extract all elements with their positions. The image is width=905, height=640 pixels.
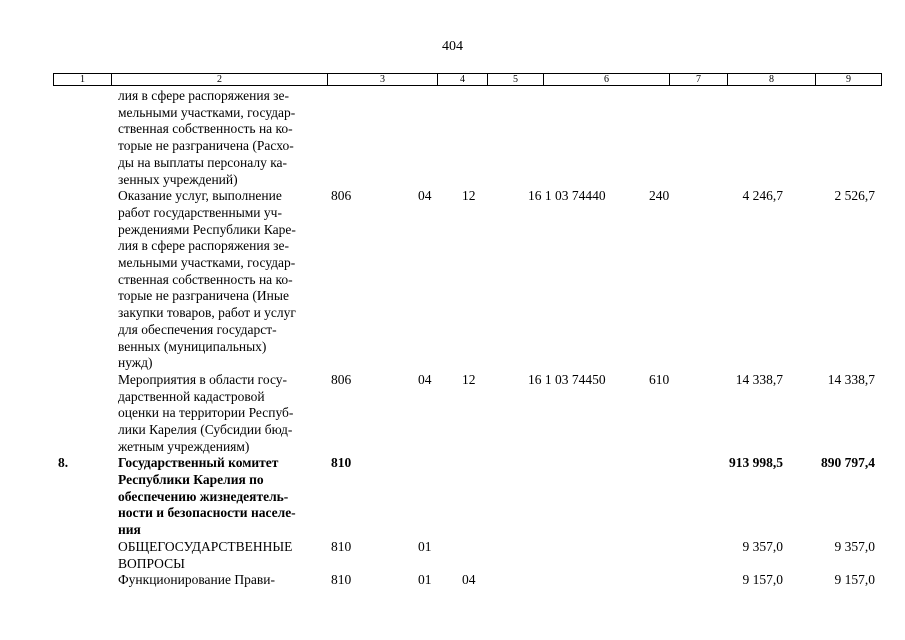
table-row bbox=[0, 455, 905, 539]
table-row bbox=[0, 539, 905, 572]
amount-col-9: 9 157,0 bbox=[834, 572, 875, 588]
header-col-3: 3 bbox=[328, 74, 438, 86]
row-name-line: лики Карелия (Субсидии бюд- bbox=[118, 421, 293, 437]
table-row bbox=[0, 88, 905, 188]
row-name-line: Оказание услуг, выполнение bbox=[118, 188, 282, 204]
row-name-line: Функционирование Прави- bbox=[118, 572, 275, 588]
row-name-line: Мероприятия в области госу- bbox=[118, 371, 288, 387]
section-code: 01 bbox=[418, 572, 432, 588]
ministry-code: 806 bbox=[331, 188, 352, 204]
header-col-9: 9 bbox=[816, 74, 882, 86]
row-name-line: ности и безопасности населе- bbox=[118, 505, 296, 521]
table-row bbox=[0, 572, 905, 589]
header-col-2: 2 bbox=[112, 74, 328, 86]
header-col-6: 6 bbox=[544, 74, 670, 86]
row-name-line: реждениями Республики Каре- bbox=[118, 221, 296, 237]
row-name-line: мельными участками, государ- bbox=[118, 104, 296, 120]
row-name-line: ВОПРОСЫ bbox=[118, 555, 185, 571]
amount-col-9: 14 338,7 bbox=[827, 371, 875, 387]
amount-col-9: 2 526,7 bbox=[834, 188, 875, 204]
subsection-code: 12 bbox=[462, 371, 476, 387]
row-name-line: ственная собственность на ко- bbox=[118, 271, 293, 287]
row-name-line: Государственный комитет bbox=[118, 455, 279, 471]
amount-col-8: 9 357,0 bbox=[742, 538, 783, 554]
row-name bbox=[118, 539, 328, 572]
ministry-code: 806 bbox=[331, 371, 352, 387]
section-code: 01 bbox=[418, 538, 432, 554]
table-row bbox=[0, 188, 905, 372]
amount-col-9: 9 357,0 bbox=[834, 538, 875, 554]
row-name-line: жетным учреждениям) bbox=[118, 438, 250, 454]
target-article-code: 16 1 03 74440 bbox=[528, 188, 606, 204]
row-name bbox=[118, 572, 328, 589]
row-name-line: ния bbox=[118, 522, 141, 538]
section-code: 04 bbox=[418, 371, 432, 387]
row-name-line: мельными участками, государ- bbox=[118, 255, 296, 270]
expense-type-code: 240 bbox=[649, 188, 670, 204]
header-col-7: 7 bbox=[670, 74, 728, 86]
ministry-code: 810 bbox=[331, 538, 352, 554]
row-name-line: ды на выплаты персоналу ка- bbox=[118, 154, 288, 170]
row-name-line: торые не разграничена (Иные bbox=[118, 288, 289, 304]
row-name-line: ственная собственность на ко- bbox=[118, 121, 293, 137]
section-code: 04 bbox=[418, 188, 432, 204]
row-name-line: ОБЩЕГОСУДАРСТВЕННЫЕ bbox=[118, 538, 293, 554]
header-col-5: 5 bbox=[488, 74, 544, 86]
amount-col-8: 14 338,7 bbox=[735, 371, 783, 387]
expense-type-code: 610 bbox=[649, 371, 670, 387]
amount-col-8: 4 246,7 bbox=[742, 188, 783, 204]
header-col-8: 8 bbox=[728, 74, 816, 86]
row-name bbox=[118, 88, 328, 188]
ministry-code: 810 bbox=[331, 455, 352, 471]
target-article-code: 16 1 03 74450 bbox=[528, 371, 606, 387]
row-number: 8. bbox=[58, 455, 69, 471]
column-number-header bbox=[53, 73, 882, 86]
row-name-line: дарственной кадастровой bbox=[118, 388, 265, 404]
row-name-line: закупки товаров, работ и услуг bbox=[118, 305, 296, 321]
row-name-line: нужд) bbox=[118, 355, 153, 371]
row-name-line: обеспечению жизнедеятель- bbox=[118, 488, 289, 504]
row-name bbox=[118, 188, 328, 372]
subsection-code: 12 bbox=[462, 188, 476, 204]
header-col-1: 1 bbox=[54, 74, 112, 86]
row-name-line: для обеспечения государст- bbox=[118, 321, 277, 337]
row-name-line: оценки на территории Респуб- bbox=[118, 405, 294, 421]
page-number: 404 bbox=[442, 39, 463, 54]
amount-col-8: 913 998,5 bbox=[729, 455, 783, 471]
ministry-code: 810 bbox=[331, 572, 352, 588]
header-row bbox=[54, 74, 882, 86]
row-name-line: лия в сфере распоряжения зе- bbox=[118, 88, 289, 103]
row-name-line: венных (муниципальных) bbox=[118, 338, 267, 354]
row-name bbox=[118, 455, 328, 539]
row-name-line: Республики Карелия по bbox=[118, 472, 264, 488]
row-name-line: торые не разграничена (Расхо- bbox=[118, 138, 294, 154]
row-name-line: лия в сфере распоряжения зе- bbox=[118, 238, 289, 254]
subsection-code: 04 bbox=[462, 572, 476, 588]
table-body bbox=[0, 88, 905, 589]
header-col-4: 4 bbox=[438, 74, 488, 86]
row-name-line: зенных учреждений) bbox=[118, 171, 238, 187]
table-row bbox=[0, 372, 905, 456]
row-name-line: работ государственными уч- bbox=[118, 204, 282, 220]
amount-col-8: 9 157,0 bbox=[742, 572, 783, 588]
row-name bbox=[118, 372, 328, 456]
amount-col-9: 890 797,4 bbox=[821, 455, 875, 471]
